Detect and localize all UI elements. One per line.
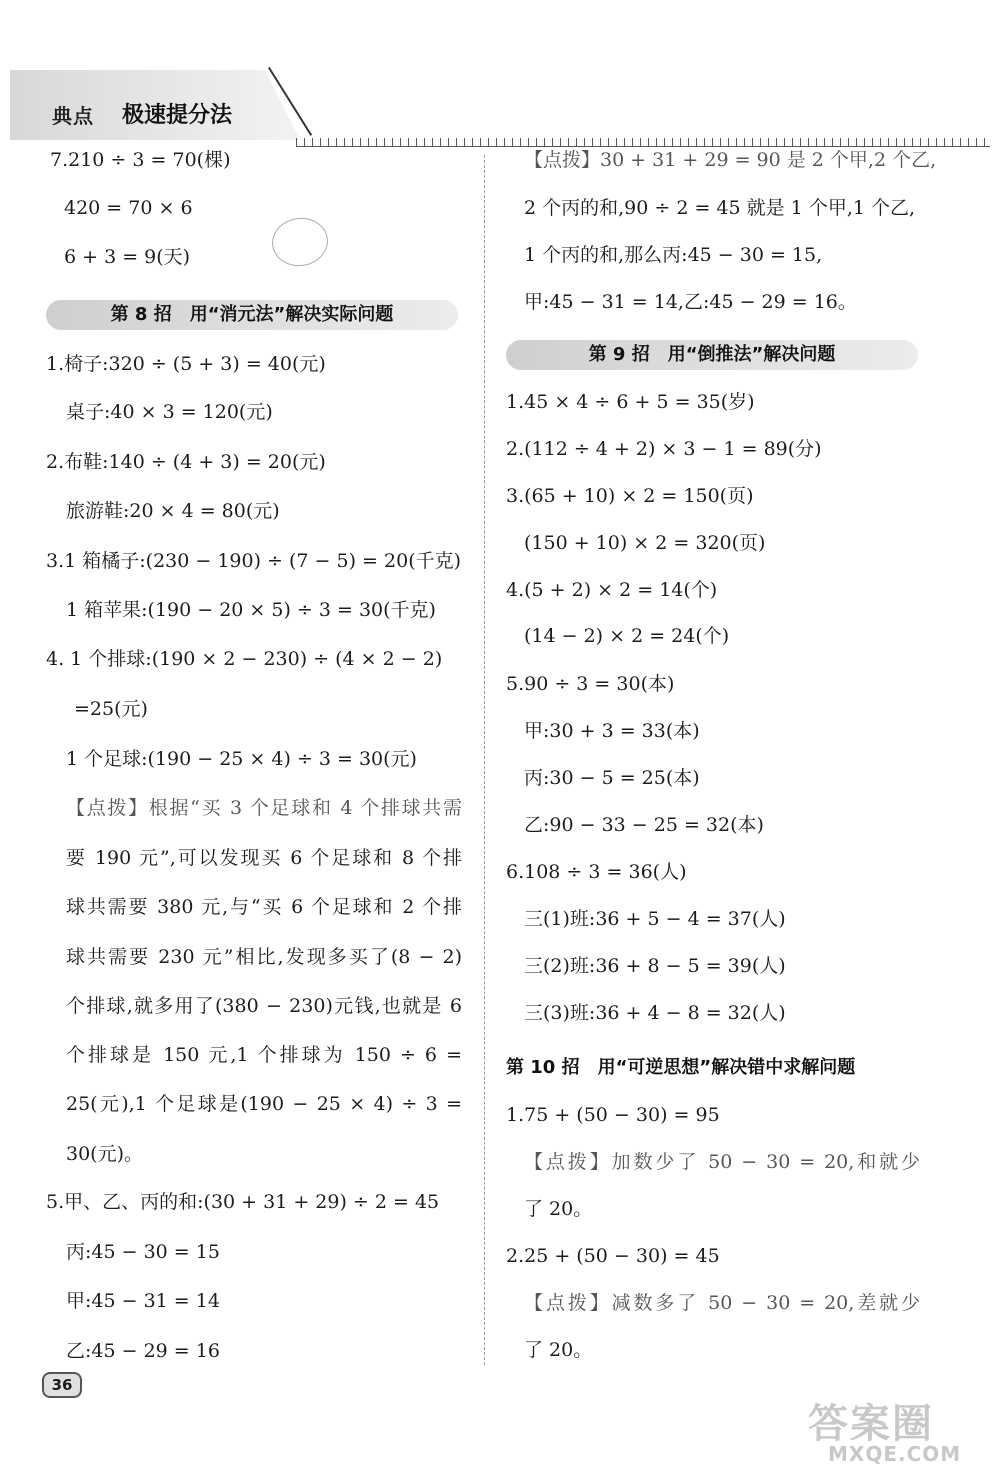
- answer-line: 420 = 70 × 6: [64, 197, 193, 219]
- tip-line: 1 个丙的和,那么丙:45 − 30 = 15,: [524, 244, 823, 266]
- answer-line: 2.25 + (50 − 30) = 45: [506, 1245, 720, 1267]
- header-ruler: [296, 138, 990, 147]
- tip-line: 个排球,就多用了(380 − 230)元钱,也就是 6: [66, 995, 462, 1017]
- answer-line: 4. 1 个排球:(190 × 2 − 230) ÷ (4 × 2 − 2): [46, 648, 443, 670]
- tip-line: 【点拨】减数多了 50 − 30 = 20,差就少: [524, 1292, 920, 1314]
- answer-line: 乙:90 − 33 − 25 = 32(本): [524, 814, 764, 836]
- answer-line: 甲:30 + 3 = 33(本): [524, 720, 700, 742]
- tip-line: 【点拨】加数少了 50 − 30 = 20,和就少: [524, 1151, 920, 1173]
- section-title-10: 第 10 招 用“可逆思想”解决错中求解问题: [506, 1057, 856, 1078]
- answer-line: 5.甲、乙、丙的和:(30 + 31 + 29) ÷ 2 = 45: [46, 1191, 440, 1213]
- tip-line: 2 个丙的和,90 ÷ 2 = 45 就是 1 个甲,1 个乙,: [524, 197, 916, 219]
- answer-line: =25(元): [74, 698, 148, 720]
- answer-line: 5.90 ÷ 3 = 30(本): [506, 673, 675, 695]
- answer-line: 6.108 ÷ 3 = 36(人): [506, 861, 687, 883]
- tip-line: 了 20。: [524, 1198, 593, 1220]
- answer-line: 4.(5 + 2) × 2 = 14(个): [506, 579, 718, 601]
- site-watermark: [780, 1392, 990, 1467]
- tip-line: 球共需要 230 元”相比,发现多买了(8 − 2): [66, 946, 462, 968]
- tip-line: 要 190 元”,可以发现买 6 个足球和 8 个排: [66, 847, 462, 869]
- answer-line: 1.45 × 4 ÷ 6 + 5 = 35(岁): [506, 391, 755, 413]
- watermark-url: MXQE.COM: [828, 1442, 962, 1466]
- tip-line: 30(元)。: [66, 1143, 144, 1165]
- section-title-9: 第 9 招 用“倒推法”解决问题: [506, 340, 918, 370]
- brand-title: 极速提分法: [122, 103, 233, 128]
- answer-line: 甲:45 − 31 = 14: [66, 1290, 220, 1312]
- answer-line: (14 − 2) × 2 = 24(个): [524, 625, 730, 647]
- answer-line: 丙:45 − 30 = 15: [66, 1241, 220, 1263]
- answer-line: 1 箱苹果:(190 − 20 × 5) ÷ 3 = 30(千克): [66, 599, 436, 621]
- tip-line: 【点拨】根据“买 3 个足球和 4 个排球共需: [66, 797, 462, 819]
- answer-line: (150 + 10) × 2 = 320(页): [524, 532, 766, 554]
- answer-line: 1 个足球:(190 − 25 × 4) ÷ 3 = 30(元): [66, 748, 417, 770]
- answer-line: 2.布鞋:140 ÷ (4 + 3) = 20(元): [46, 451, 326, 473]
- page-number: 36: [42, 1372, 82, 1398]
- column-divider: [484, 155, 485, 1365]
- tip-line: 了 20。: [524, 1339, 593, 1361]
- tip-line: 球共需要 380 元,与“买 6 个足球和 2 个排: [66, 896, 462, 918]
- answer-line: 7.210 ÷ 3 = 70(棵): [50, 149, 231, 171]
- tip-line: 【点拨】30 + 31 + 29 = 90 是 2 个甲,2 个乙,: [524, 149, 937, 171]
- tip-line: 甲:45 − 31 = 14,乙:45 − 29 = 16。: [524, 291, 857, 313]
- answer-line: 三(3)班:36 + 4 − 8 = 32(人): [524, 1002, 786, 1024]
- brand-logo: 典点: [52, 104, 94, 128]
- section-title-8: 第 8 招 用“消元法”解决实际问题: [46, 300, 458, 330]
- answer-line: 乙:45 − 29 = 16: [66, 1340, 220, 1362]
- tip-line: 个排球是 150 元,1 个排球为 150 ÷ 6 =: [66, 1044, 462, 1066]
- answer-line: 1.椅子:320 ÷ (5 + 3) = 40(元): [46, 353, 326, 375]
- tip-line: 25(元),1 个足球是(190 − 25 × 4) ÷ 3 =: [66, 1093, 462, 1115]
- watermark-text: 答案圈: [808, 1401, 934, 1447]
- answer-line: 1.75 + (50 − 30) = 95: [506, 1104, 720, 1126]
- answer-line: 2.(112 ÷ 4 + 2) × 3 − 1 = 89(分): [506, 438, 822, 460]
- answer-line: 旅游鞋:20 × 4 = 80(元): [66, 500, 280, 522]
- answer-line: 3.(65 + 10) × 2 = 150(页): [506, 485, 754, 507]
- answer-line: 丙:30 − 5 = 25(本): [524, 767, 700, 789]
- answer-line: 三(1)班:36 + 5 − 4 = 37(人): [524, 908, 786, 930]
- answer-line: 三(2)班:36 + 8 − 5 = 39(人): [524, 955, 786, 977]
- answer-line: 3.1 箱橘子:(230 − 190) ÷ (7 − 5) = 20(千克): [46, 550, 462, 572]
- answer-line: 桌子:40 × 3 = 120(元): [66, 401, 273, 423]
- stamp-mark: [269, 214, 331, 269]
- answer-line: 6 + 3 = 9(天): [64, 246, 191, 268]
